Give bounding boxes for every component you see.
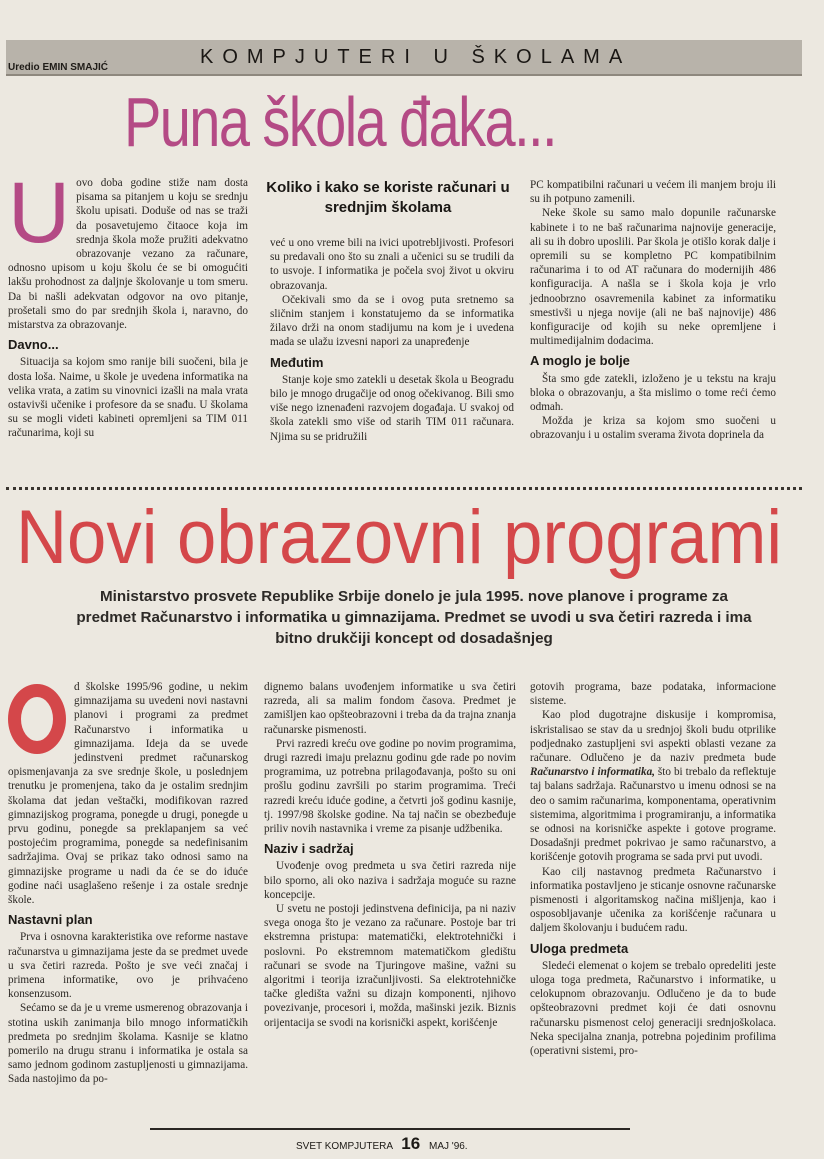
article1-paragraph: Stanje koje smo zatekli u desetak škola u Beogradu bilo je mnogo drugačije od onog očekivanog. Bili smo više nego iznenađeni razvojem događaja. U svakoj od škola zatekli smo više od starih TIM 011 računara. Njima su se pridružili — [270, 373, 514, 443]
article2-subhead-2: Naziv i sadržaj — [264, 841, 354, 857]
article1-paragraph: Šta smo gde zatekli, izloženo je u tekstu na kraju bloka o obrazovanju, a šta mislimo o tome reći ćemo odmah. — [530, 372, 776, 414]
article2-paragraph: dignemo balans uvođenjem informatike u sva četiri razreda, ali sa malim fondom časova. Predmet je zamišljen kao opšteobrazovni i treba da da trajna znanja računarske pismenosti. — [264, 681, 516, 736]
article2-paragraph: Sledeći elemenat o kojem se trebalo opredeliti jeste uloga toga predmeta, Računarstvo i informatike, u celokupnom obrazovanju. Odlučeno je da to bude opšteobrazovni predmet koji će dati osnovnu računarsku pismenost celoj generaciji srednjoškolaca. Neka specijalna znanja, potrebna pojedinim profilima (operativni sistemi, pro- — [530, 959, 776, 1058]
article1-headline: Puna škola đaka... — [124, 83, 556, 161]
dropcap-letter: U — [8, 165, 71, 261]
page-footer — [296, 1134, 468, 1154]
article2-deck: Ministarstvo prosvete Republike Srbije donelo je jula 1995. nove planove i programe za predmet Računarstvo i informatika u gimnazijama. Predmet se uvodi u sva četiri razreda i ima bitno drukčiji koncept od dosadašnjeg — [76, 588, 752, 647]
editor-credit: Uredio EMIN SMAJIĆ — [8, 62, 109, 73]
article2-column-3 — [530, 680, 776, 1058]
article1-intro: ovo doba godine stiže nam dosta pisama sa pitanjem u koju se srednju školu upisati. Doduše od nas se traži da posavetujemo čitaoce koja im srednja škola može pružiti adekvatno obrazovanje vezano za računare, odnosno upisom u koju školu će se bi omogućiti lakšu prohodnost za daljnje školovanje u tom smeru. Da bi našli adekvatan odgovor na ovo pitanje, prošetali smo do par srednjih škola i, naravno, do mistarstva za obrazovanje. — [8, 177, 248, 332]
dotted-divider — [6, 487, 802, 490]
article2-subhead-3: Uloga predmeta — [530, 940, 629, 956]
article2-headline: Novi obrazovni programi — [16, 495, 783, 580]
dropcap-circle — [8, 684, 66, 754]
page-number: 16 — [401, 1134, 421, 1153]
article2-paragraph: gotovih programa, baze podataka, informacione sisteme. — [530, 681, 776, 708]
article1-column-1 — [8, 165, 248, 441]
article2-intro: d školske 1995/96 godine, u nekim gimnazijama su uvedeni novi nastavni planovi i programi za predmet Računarstvo i informatika u gimnazijama. Ideja da se uvede jedinstveni predmet računarskog opismenjavanja za sve srednje škole, u poslednjem trenutku je promenjena, tako da je ostalim srednjim školama dat jedan veštački, modifikovan razred gimnazijskog programa, ponegde u drugi, ponegde u prvu godinu, ponegde sa preklapanjem sa već postojećim programima, ponegde sa nedefinisanim sadržajima. Ovaj se prikaz tako odnosi samo na gimnazijske programe u nadi da će se do iduće godine naći usaglašeno rešenje i za ostale srednje škole. — [8, 681, 248, 907]
article2-column-1 — [8, 680, 248, 1087]
footer-rule — [150, 1128, 630, 1130]
article2-subhead-1: Nastavni plan — [8, 912, 93, 928]
article2-paragraph: U svetu ne postoji jedinstvena definicija, pa ni naziv svega onoga što je vezano za računare. Postoje bar tri ekstremna pristupa: matematički, elektrotehnički i poslovni. Po ekstremnom matematičkom gledištu računari se svode na Tjuringove mašine, važni su algoritmi i teorija izračunljivosti. Sa elektrotehničke tačke gledišta važni su dizajn komponenti, njihovo povezivanje, procesori i, možda, mašinski jezik. Biznis orijentacija se svodi na korisnički aspekt, korišćenje — [264, 903, 516, 1029]
article1-subhead-2: Međutim — [270, 354, 324, 370]
article1-subhead-3: A moglo je bolje — [530, 353, 630, 369]
article2-paragraph: Prva i osnovna karakteristika ove reforme nastave računarstva u gimnazijama jeste da se predmet uvede u sva četiri razreda. Pošto je sve veći značaj i primena informatike, ovo je prihvaćeno konsenzusom. — [8, 931, 248, 1001]
article1-column-3 — [530, 178, 776, 443]
article2-paragraph: Kao plod dugotrajne diskusije i kompromisa, iskristalisao se stav da u srednjoj školi budu otprilike podjednako zastupljeni svi aspekti oblasti vezane za računare. Odlučeno je da naziv predmeta bude Računarstvo i informatika, što bi trebalo da reflektuje taj balans sadržaja. Računarstvo u imenu odnosi se na deo o samim računarima, komponentama, operativnim sistemima, algoritmima i programiranju, a informatika se odnosi na korisničke aspekte i gotove programe. Dosadašnji predmet pokrivao je samo računarstvo, a korišćenje gotovih programa se sada prvi put uvodi. — [530, 709, 776, 864]
article1-column-2 — [270, 236, 514, 444]
article1-paragraph: Situacija sa kojom smo ranije bili suočeni, bila je dosta loša. Naime, u škole je uvedena informatika na velika vrata, a zatim su vinovnici izašli na mala vrata ostavivši učenike i profesore da se snađu. U školama su se mogli videti kabineti opremljeni sa TIM 011 računarima, koji su — [8, 356, 248, 440]
article1-center-heading: Koliko i kako se koriste računari u srednjim školama — [266, 179, 510, 216]
section-title: KOMPJUTERI U ŠKOLAMA — [200, 46, 632, 68]
article1-paragraph: PC kompatibilni računari u većem ili manjem broju ili su ih potpuno zamenili. — [530, 179, 776, 206]
issue-date: MAJ '96. — [429, 1141, 468, 1152]
article1-subhead-1: Davno... — [8, 337, 59, 353]
article2-paragraph: Sećamo se da je u vreme usmerenog obrazovanja i stotina uskih zanimanja bilo mnogo informatičkih predmeta po srednjim školama. Kasnije se klatno pomerilo na drugu stranu i informatika je ostala sa samo jednom godinom zastupljenosti u gimnazijama. Sada nastojimo da po- — [8, 1002, 248, 1086]
article2-paragraph: Kao cilj nastavnog predmeta Računarstvo i informatika postavljeno je sticanje osnovne računarske pismenosti i algoritamskog načina mišljenja, kao i osposobljavanje učenika za korišćenje računara u daljem školovanju i budućem radu. — [530, 865, 776, 935]
article1-paragraph: Očekivali smo da se i ovog puta sretnemo sa sličnim stanjem i konstatujemo da se informatika žilavo drži na onom stadijumu na kom je i uvedena mada se ulažu izvesni napori za unapređenje — [270, 293, 514, 349]
article1-paragraph: već u ono vreme bili na ivici upotrebljivosti. Profesori su predavali ono što su znali a učenici su se trudili da to usvoje. I informatika je počela svoj život u okviru obrazovanja. — [270, 237, 514, 292]
article2-paragraph: Prvi razredi kreću ove godine po novim programima, drugi razredi imaju prelaznu godinu gde rade po novim programima, uz potrebna prilagođavanja, pošto su oni prošlu godinu završili po starim programima. Treći razredi kreću iduće godine, a četvrti još godinu kasnije, tj. 1997/98 školske godine. Na taj način se obezbeđuje priliv novih nastavnika i vreme za pisanje udžbenika. — [264, 737, 516, 836]
article2-column-2 — [264, 680, 516, 1030]
article1-paragraph: Možda je kriza sa kojom smo suočeni u obrazovanju i u ostalim sverama života doprinela da — [530, 415, 776, 442]
article1-paragraph: Neke škole su samo malo dopunile računarske kabinete i to ne baš računarima najnovije generacije, ali su ih dobro uposlili. Par škola je otišlo korak dalje i opremili su se kompletno PC kompatibilnim računarima i to od AT računara do modernijih 486 konfiguracija. A našla se i škola koja je vrlo jednoobrzno osavremenila kabinet za informatiku smestivši u njega novije (ali ne baš najnovije) 486 konfiguracije od kojih su neke opremljene i multimedijalnim dodacima. — [530, 207, 776, 348]
magazine-name: SVET KOMPJUTERA — [296, 1141, 393, 1152]
subject-name-emphasis: Računarstvo i informatika, — [530, 766, 655, 779]
article2-paragraph: Uvođenje ovog predmeta u sva četiri razreda nije bilo sporno, ali oko naziva i sadržaja moguće su razne koncepcije. — [264, 860, 516, 901]
